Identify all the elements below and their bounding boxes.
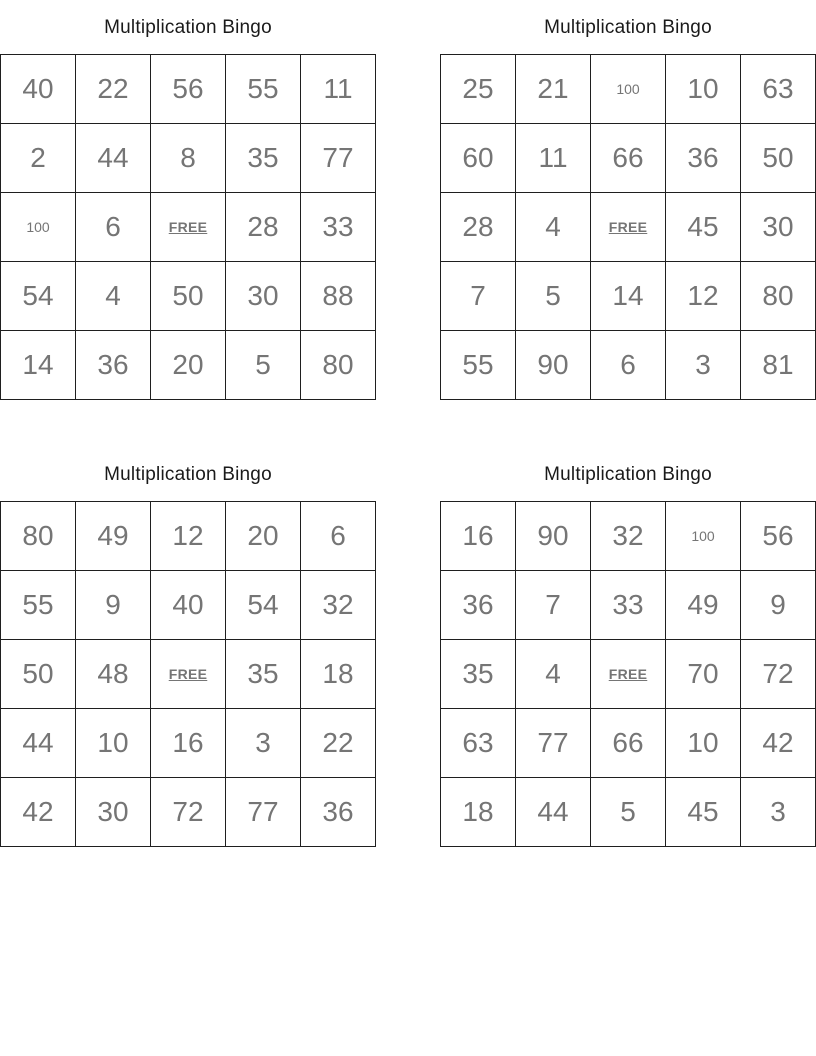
- bingo-cell: 30: [76, 778, 151, 847]
- bingo-cell: 40: [1, 55, 76, 124]
- bingo-row: [441, 640, 816, 709]
- bingo-cell: 3: [741, 778, 816, 847]
- bingo-card-grid: [440, 501, 816, 847]
- bingo-card-grid: [0, 501, 376, 847]
- bingo-cell: 48: [76, 640, 151, 709]
- bingo-cell: 50: [1, 640, 76, 709]
- bingo-cell: 2: [1, 124, 76, 193]
- bingo-cell: 11: [516, 124, 591, 193]
- bingo-cell: 18: [301, 640, 376, 709]
- bingo-row: [1, 640, 376, 709]
- bingo-cell: 44: [76, 124, 151, 193]
- bingo-row: [441, 502, 816, 571]
- bingo-row: [1, 55, 376, 124]
- bingo-cell: 55: [226, 55, 301, 124]
- bingo-cell: 63: [741, 55, 816, 124]
- bingo-cell: 18: [441, 778, 516, 847]
- bingo-cell: 7: [516, 571, 591, 640]
- free-cell: FREE: [591, 640, 666, 709]
- bingo-card-top-right: [440, 15, 816, 400]
- bingo-card-bottom-left: [0, 462, 376, 847]
- bingo-cell: 10: [76, 709, 151, 778]
- bingo-cell: 66: [591, 709, 666, 778]
- bingo-card-grid: [440, 54, 816, 400]
- bingo-row: [441, 709, 816, 778]
- bingo-cell: 35: [226, 640, 301, 709]
- bingo-cell: 10: [666, 709, 741, 778]
- bingo-cell: 72: [741, 640, 816, 709]
- bingo-cell: 36: [301, 778, 376, 847]
- bingo-row: [441, 262, 816, 331]
- bingo-cell: 5: [591, 778, 666, 847]
- bingo-cell: 56: [741, 502, 816, 571]
- bingo-cell: 80: [741, 262, 816, 331]
- bingo-cell: 14: [591, 262, 666, 331]
- bingo-cell: 54: [1, 262, 76, 331]
- bingo-row: [1, 193, 376, 262]
- bingo-cell: 50: [151, 262, 226, 331]
- bingo-cell: 70: [666, 640, 741, 709]
- bingo-row: [441, 193, 816, 262]
- bingo-cell: 90: [516, 331, 591, 400]
- bingo-cell: 33: [301, 193, 376, 262]
- bingo-cell: 9: [76, 571, 151, 640]
- bingo-cell: 66: [591, 124, 666, 193]
- bingo-row: [1, 331, 376, 400]
- bingo-cell: 32: [591, 502, 666, 571]
- bingo-cell: 35: [441, 640, 516, 709]
- bingo-cell: 60: [441, 124, 516, 193]
- bingo-cell: 11: [301, 55, 376, 124]
- bingo-cell: 16: [151, 709, 226, 778]
- bingo-cell: 88: [301, 262, 376, 331]
- bingo-cell: 40: [151, 571, 226, 640]
- bingo-cell: 77: [301, 124, 376, 193]
- bingo-cell: 14: [1, 331, 76, 400]
- bingo-cell: 25: [441, 55, 516, 124]
- bingo-cell: 8: [151, 124, 226, 193]
- bingo-row: [1, 778, 376, 847]
- bingo-row: [1, 502, 376, 571]
- bingo-cell: 6: [301, 502, 376, 571]
- bingo-cell: 54: [226, 571, 301, 640]
- bingo-cell: 81: [741, 331, 816, 400]
- bingo-cell: 20: [151, 331, 226, 400]
- free-cell: FREE: [151, 193, 226, 262]
- free-cell: FREE: [151, 640, 226, 709]
- bingo-row: [1, 709, 376, 778]
- bingo-cell: 4: [516, 640, 591, 709]
- bingo-cell: 45: [666, 193, 741, 262]
- bingo-row: [441, 778, 816, 847]
- card-title: Multiplication Bingo: [544, 464, 712, 485]
- bingo-cell: 90: [516, 502, 591, 571]
- bingo-cell: 77: [226, 778, 301, 847]
- bingo-cell: 55: [1, 571, 76, 640]
- bingo-cell: 44: [1, 709, 76, 778]
- bingo-cell: 100: [591, 55, 666, 124]
- bingo-cell: 80: [1, 502, 76, 571]
- bingo-cell: 55: [441, 331, 516, 400]
- bingo-cell: 3: [666, 331, 741, 400]
- bingo-card-top-left: [0, 15, 376, 400]
- bingo-cell: 5: [516, 262, 591, 331]
- bingo-cell: 35: [226, 124, 301, 193]
- bingo-cell: 36: [666, 124, 741, 193]
- bingo-card-grid: [0, 54, 376, 400]
- bingo-row: [1, 571, 376, 640]
- bingo-cell: 22: [301, 709, 376, 778]
- card-title: Multiplication Bingo: [104, 17, 272, 38]
- bingo-card-bottom-right: [440, 462, 816, 847]
- bingo-cell: 20: [226, 502, 301, 571]
- bingo-cell: 6: [76, 193, 151, 262]
- bingo-cell: 16: [441, 502, 516, 571]
- bingo-cell: 10: [666, 55, 741, 124]
- bingo-cell: 42: [741, 709, 816, 778]
- free-cell: FREE: [591, 193, 666, 262]
- bingo-cell: 12: [666, 262, 741, 331]
- bingo-cell: 36: [76, 331, 151, 400]
- bingo-row: [441, 571, 816, 640]
- bingo-row: [1, 262, 376, 331]
- bingo-row: [441, 331, 816, 400]
- bingo-cell: 56: [151, 55, 226, 124]
- bingo-cell: 49: [666, 571, 741, 640]
- bingo-cell: 30: [741, 193, 816, 262]
- bingo-cell: 50: [741, 124, 816, 193]
- bingo-cell: 44: [516, 778, 591, 847]
- bingo-cell: 3: [226, 709, 301, 778]
- card-title: Multiplication Bingo: [104, 464, 272, 485]
- bingo-cell: 32: [301, 571, 376, 640]
- bingo-cell: 22: [76, 55, 151, 124]
- card-title: Multiplication Bingo: [544, 17, 712, 38]
- bingo-cell: 100: [666, 502, 741, 571]
- bingo-cell: 33: [591, 571, 666, 640]
- bingo-cell: 30: [226, 262, 301, 331]
- cards-row-top: [0, 15, 816, 400]
- bingo-cell: 45: [666, 778, 741, 847]
- cards-row-bottom: [0, 462, 816, 847]
- bingo-cell: 12: [151, 502, 226, 571]
- bingo-row: [441, 55, 816, 124]
- bingo-cell: 72: [151, 778, 226, 847]
- bingo-cell: 80: [301, 331, 376, 400]
- bingo-cell: 63: [441, 709, 516, 778]
- bingo-cell: 5: [226, 331, 301, 400]
- bingo-cell: 7: [441, 262, 516, 331]
- bingo-cell: 6: [591, 331, 666, 400]
- bingo-row: [441, 124, 816, 193]
- bingo-cell: 28: [226, 193, 301, 262]
- bingo-cell: 100: [1, 193, 76, 262]
- bingo-cell: 9: [741, 571, 816, 640]
- bingo-cell: 4: [76, 262, 151, 331]
- bingo-cell: 36: [441, 571, 516, 640]
- bingo-cell: 42: [1, 778, 76, 847]
- bingo-cell: 77: [516, 709, 591, 778]
- bingo-cell: 49: [76, 502, 151, 571]
- bingo-cell: 4: [516, 193, 591, 262]
- bingo-cell: 21: [516, 55, 591, 124]
- bingo-row: [1, 124, 376, 193]
- bingo-cell: 28: [441, 193, 516, 262]
